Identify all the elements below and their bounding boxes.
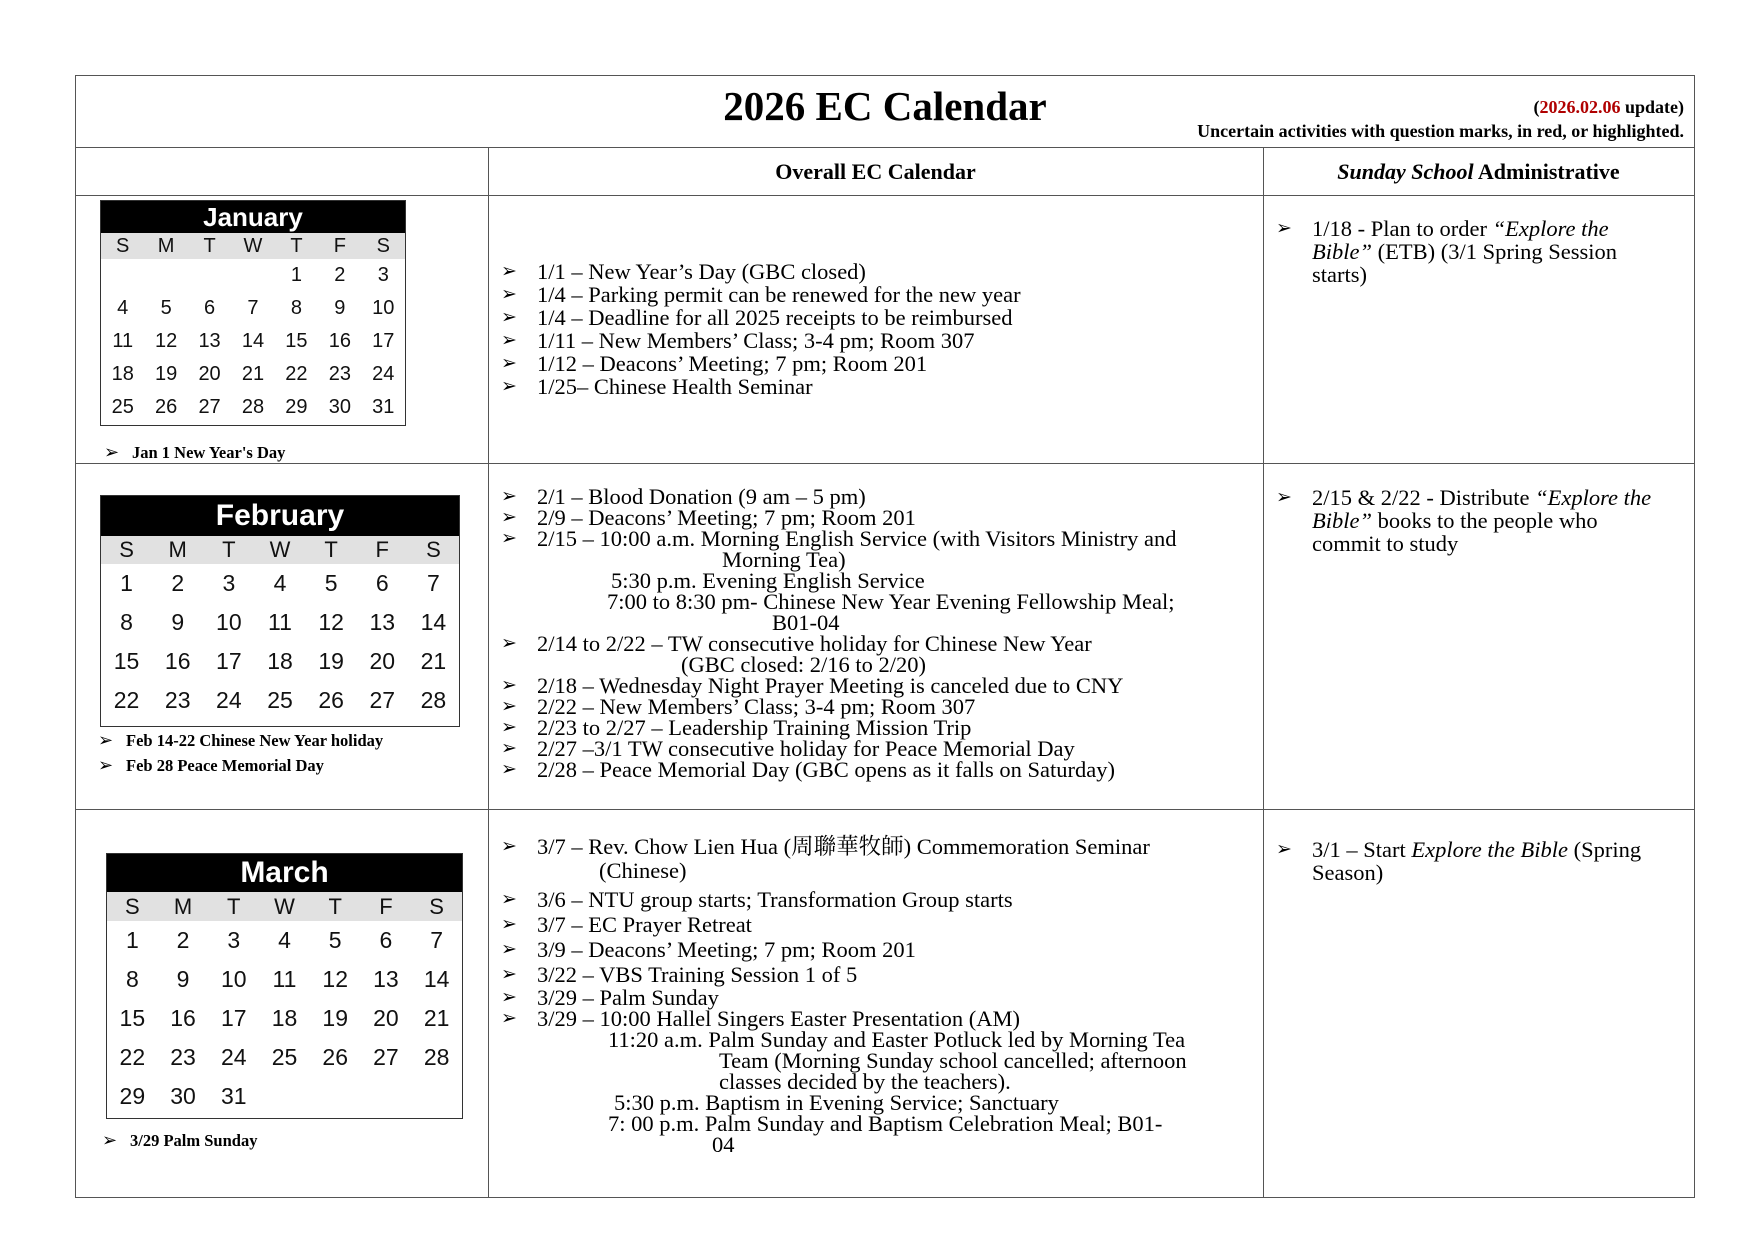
day-cell: 11: [268, 609, 292, 635]
event-item: ➢ 3/29 – Palm Sunday: [501, 985, 719, 1010]
february-mini-calendar: [100, 495, 460, 727]
month-name: January: [101, 201, 405, 233]
march-sunday-school: [1276, 838, 1641, 884]
day-cell: 1: [125, 927, 139, 953]
day-cell: 4: [117, 297, 129, 319]
day-cell: 14: [420, 609, 447, 635]
event-item: ➢ 3/29 – 10:00 Hallel Singers Easter Presentation (AM) 11:20 a.m. Palm Sunday and Easter Potluck led by Morning Tea Team (Morning Sunday school cancelled; afternoon classes decided by the teachers). 5:30 p.m. Baptism in Evening Service; Sanctuary 7: 00 p.m. Palm Sunday and Baptism Celebration Meal; B01- 04: [501, 1006, 1187, 1157]
day-cell: 8: [120, 609, 133, 635]
day-cell: 6: [375, 570, 389, 596]
day-cell: 17: [220, 1005, 247, 1031]
day-cell: 15: [119, 1005, 146, 1031]
overall-header: Overall EC Calendar: [775, 158, 976, 184]
uncertain-note: Uncertain activities with question marks, in red, or highlighted.: [1197, 121, 1684, 141]
day-cell: 5: [160, 297, 172, 319]
day-cell: 1: [290, 264, 302, 286]
update-line: (2026.02.06 update): [1533, 97, 1684, 117]
day-cell: 4: [278, 927, 291, 953]
day-cell: 8: [290, 297, 302, 319]
event-item: ➢ 3/7 – Rev. Chow Lien Hua (周聯華牧師) Commemoration Seminar (Chinese): [501, 834, 1150, 883]
day-cell: 19: [322, 1005, 348, 1031]
day-cell: 24: [216, 687, 242, 713]
holiday-note: ➢ Feb 28 Peace Memorial Day: [98, 755, 324, 775]
weekday-header: S M T W T F S: [107, 892, 462, 921]
day-cell: 14: [423, 966, 450, 992]
day-cell: 11: [112, 330, 134, 352]
day-cell: 21: [241, 363, 265, 385]
event-item: ➢ 1/18 - Plan to order “Explore the Bible” (ETB) (3/1 Spring Session starts): [1276, 216, 1617, 287]
day-cell: 22: [285, 363, 308, 385]
month-name: February: [101, 496, 459, 536]
day-cell: 25: [267, 687, 293, 713]
day-cell: 20: [373, 1005, 399, 1031]
january-sunday-school: [1276, 217, 1617, 286]
day-cell: 30: [328, 396, 351, 418]
day-cell: 13: [373, 966, 399, 992]
day-cell: 13: [198, 330, 221, 352]
event-item: ➢ 2/14 to 2/22 – TW consecutive holiday for Chinese New Year (GBC closed: 2/16 to 2/20): [501, 631, 1092, 677]
day-cell: 3: [227, 927, 241, 953]
day-cell: 26: [318, 687, 344, 713]
january-events: [501, 260, 1021, 398]
event-item: ➢ 2/27 –3/1 TW consecutive holiday for Peace Memorial Day: [501, 736, 1075, 761]
day-cell: 24: [372, 363, 395, 385]
day-cell: 12: [155, 330, 178, 352]
day-cell: 18: [111, 363, 134, 385]
day-cell: 26: [155, 396, 178, 418]
sunday-school-header: Sunday School Administrative: [1337, 158, 1620, 184]
weekday-header: S M T W T F S: [101, 536, 459, 564]
february-events: [501, 486, 1176, 780]
march-events: [501, 836, 1187, 1155]
day-cell: 22: [113, 687, 140, 713]
day-cell: 12: [318, 609, 344, 635]
event-item: ➢ 1/25– Chinese Health Seminar: [501, 374, 813, 399]
event-item: ➢ 3/22 – VBS Training Session 1 of 5: [501, 962, 858, 987]
event-item: ➢ 2/15 & 2/22 - Distribute “Explore the Bible” books to the people who commit to study: [1276, 485, 1652, 556]
day-cell: 25: [111, 396, 134, 418]
event-item: ➢ 1/1 – New Year’s Day (GBC closed): [501, 259, 866, 284]
february-sunday-school: [1276, 486, 1651, 555]
column-divider: [1263, 148, 1264, 1197]
day-cell: 2: [176, 927, 190, 953]
day-cell: 16: [328, 330, 351, 352]
day-cell: 3: [222, 570, 236, 596]
day-cell: 13: [369, 609, 396, 635]
event-item: ➢ 2/15 – 10:00 a.m. Morning English Service (with Visitors Ministry and Morning Tea) 5:30 p.m. Evening English Service 7:00 to 8:30 pm- Chinese New Year Evening Fellowship Meal; B01-04: [501, 526, 1177, 635]
event-item: ➢ 3/7 – EC Prayer Retreat: [501, 912, 752, 937]
day-cell: 9: [171, 609, 185, 635]
day-cell: 2: [171, 570, 185, 596]
day-cell: 14: [241, 330, 265, 352]
update-date: 2026.02.06: [1539, 97, 1621, 117]
day-cell: 10: [372, 297, 395, 319]
day-cell: 18: [267, 648, 293, 674]
event-item: ➢ 2/9 – Deacons’ Meeting; 7 pm; Room 201: [501, 505, 916, 530]
holiday-note: ➢ 3/29 Palm Sunday: [102, 1130, 258, 1150]
day-cell: 9: [176, 966, 190, 992]
day-cell: 29: [285, 396, 308, 418]
event-item: ➢ 3/1 – Start Explore the Bible (Spring Season): [1276, 837, 1642, 885]
day-cell: 21: [420, 648, 447, 674]
day-cell: 20: [198, 363, 221, 385]
day-cell: 28: [423, 1044, 450, 1070]
day-grid: [101, 259, 405, 424]
day-cell: 5: [324, 570, 338, 596]
day-cell: 31: [220, 1083, 247, 1109]
day-cell: 9: [334, 297, 346, 319]
day-cell: 22: [119, 1044, 146, 1070]
day-cell: 15: [113, 648, 140, 674]
title-row: [76, 76, 1694, 148]
day-cell: 25: [271, 1044, 298, 1070]
day-cell: 12: [322, 966, 348, 992]
day-cell: 7: [427, 570, 440, 596]
day-cell: 18: [271, 1005, 298, 1031]
day-cell: 20: [369, 648, 396, 674]
day-cell: 16: [164, 648, 191, 674]
day-cell: 10: [216, 609, 242, 635]
day-cell: 23: [170, 1044, 196, 1070]
day-cell: 19: [155, 363, 178, 385]
january-mini-calendar: [100, 200, 406, 426]
event-item: ➢ 3/6 – NTU group starts; Transformation Group starts: [501, 887, 1013, 912]
day-cell: 6: [379, 927, 393, 953]
column-divider: [488, 148, 489, 1197]
day-grid: [101, 564, 459, 720]
month-name: March: [107, 854, 462, 892]
day-cell: 11: [272, 966, 297, 992]
day-cell: 5: [328, 927, 342, 953]
day-cell: 10: [220, 966, 247, 992]
day-cell: 3: [377, 264, 389, 286]
day-cell: 6: [204, 297, 216, 319]
event-item: ➢ 2/18 – Wednesday Night Prayer Meeting is canceled due to CNY: [501, 673, 1124, 698]
day-cell: 29: [119, 1083, 146, 1109]
weekday-header: S M T W T F S: [101, 233, 405, 259]
day-cell: 4: [273, 570, 287, 596]
holiday-note: ➢ Jan 1 New Year's Day: [104, 442, 286, 462]
event-item: ➢ 1/12 – Deacons’ Meeting; 7 pm; Room 201: [501, 351, 928, 376]
day-cell: 15: [285, 330, 308, 352]
day-cell: 17: [216, 648, 242, 674]
event-item: ➢ 1/4 – Deadline for all 2025 receipts to be reimbursed: [501, 305, 1013, 330]
day-cell: 8: [125, 966, 139, 992]
page-title: 2026 EC Calendar: [723, 83, 1047, 129]
day-cell: 26: [322, 1044, 348, 1070]
event-item: ➢ 3/9 – Deacons’ Meeting; 7 pm; Room 201: [501, 937, 916, 962]
update-note: [1197, 95, 1684, 143]
event-item: ➢ 1/4 – Parking permit can be renewed for the new year: [501, 282, 1021, 307]
day-cell: 21: [423, 1005, 450, 1031]
day-cell: 2: [334, 264, 346, 286]
march-mini-calendar: [106, 853, 463, 1119]
day-cell: 1: [120, 570, 133, 596]
day-cell: 23: [328, 363, 351, 385]
day-cell: 24: [220, 1044, 247, 1070]
event-item: ➢ 2/22 – New Members’ Class; 3-4 pm; Room 307: [501, 694, 976, 719]
day-cell: 7: [430, 927, 444, 953]
day-cell: 17: [372, 330, 395, 352]
day-cell: 27: [373, 1044, 399, 1070]
day-grid: [107, 921, 462, 1116]
event-item: ➢ 2/23 to 2/27 – Leadership Training Mission Trip: [501, 715, 972, 740]
day-cell: 27: [369, 687, 396, 713]
day-cell: 27: [198, 396, 221, 418]
day-cell: 23: [164, 687, 191, 713]
holiday-note: ➢ Feb 14-22 Chinese New Year holiday: [98, 730, 384, 750]
event-item: ➢ 1/11 – New Members’ Class; 3-4 pm; Room 307: [501, 328, 975, 353]
day-cell: 30: [170, 1083, 196, 1109]
column-header-row: [76, 148, 1694, 196]
day-cell: 28: [420, 687, 447, 713]
day-cell: 31: [372, 396, 395, 418]
day-cell: 16: [170, 1005, 196, 1031]
event-item: ➢ 2/28 – Peace Memorial Day (GBC opens as it falls on Saturday): [501, 757, 1116, 782]
day-cell: 7: [247, 297, 259, 319]
calendar-table: [75, 75, 1695, 1198]
day-cell: 28: [241, 396, 265, 418]
event-item: ➢ 2/1 – Blood Donation (9 am – 5 pm): [501, 484, 866, 509]
day-cell: 19: [318, 648, 344, 674]
